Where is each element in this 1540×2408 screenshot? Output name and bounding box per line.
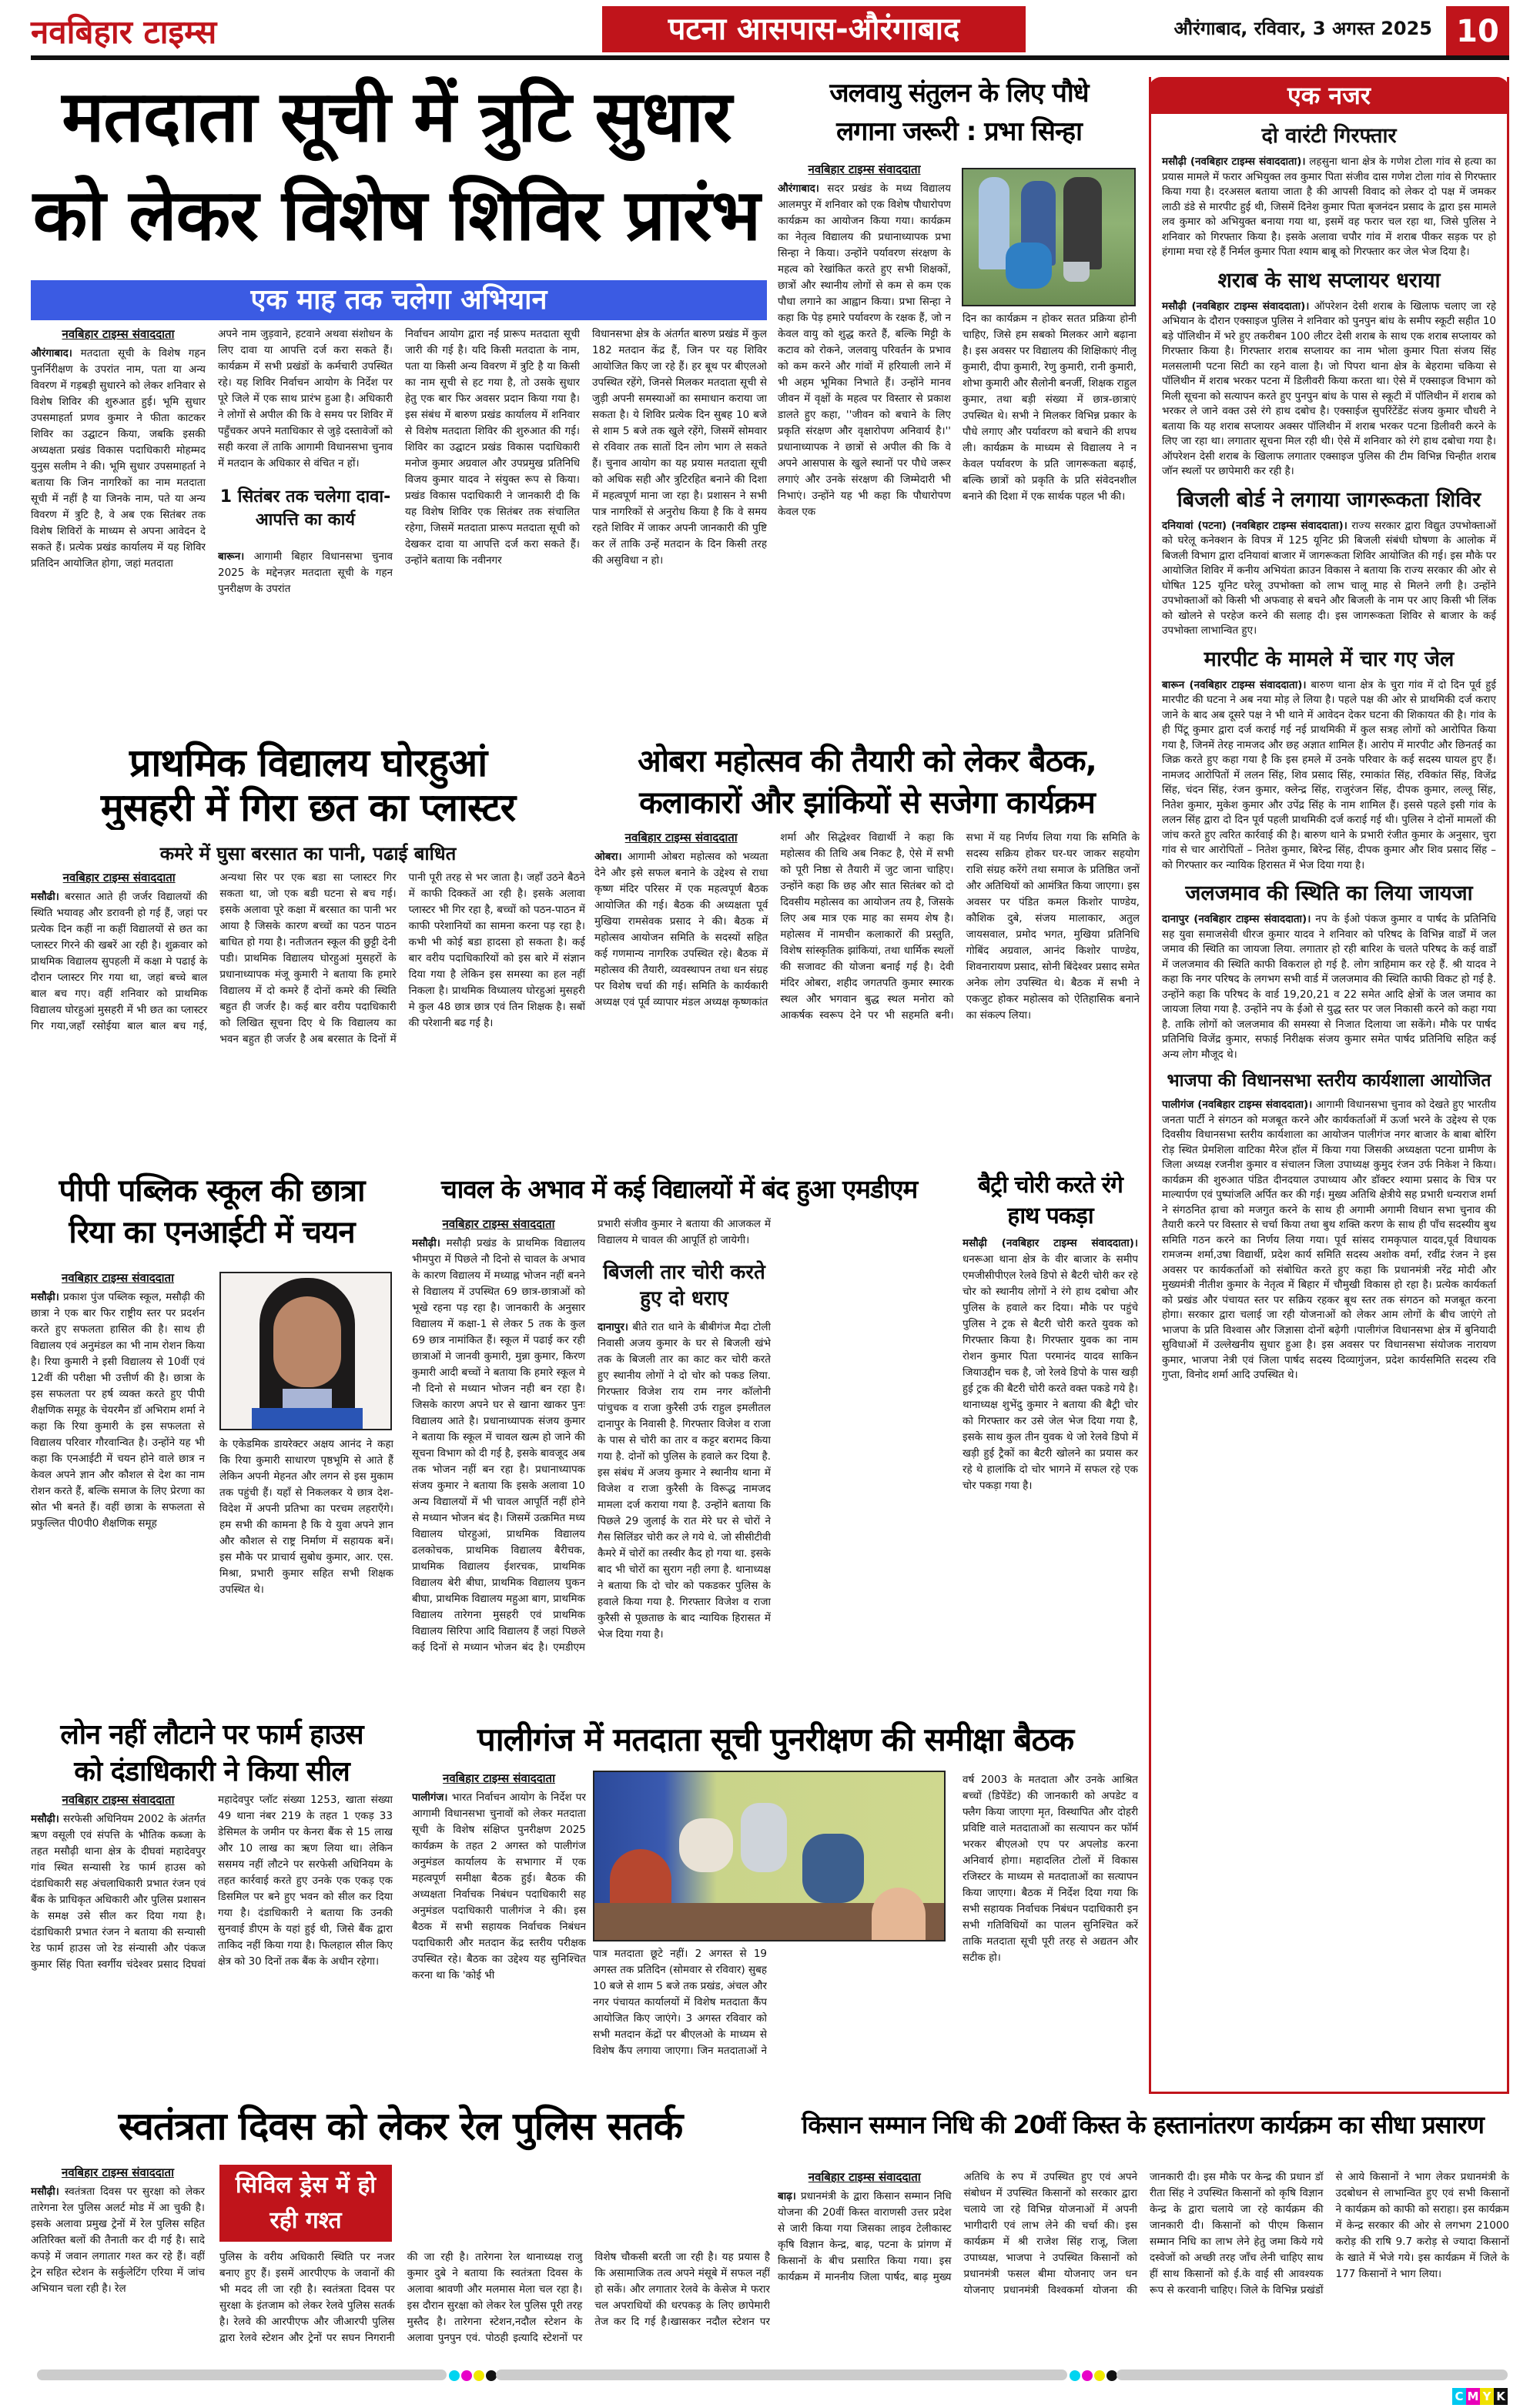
- paliganj-col-2-cont: [775, 1946, 949, 2058]
- byline: नवबिहार टाइम्स संवाददाता: [62, 327, 175, 341]
- byline: नवबिहार टाइम्स संवाददाता: [62, 871, 176, 885]
- article-text: प्रकाश पुंज पब्लिक स्कूल, मसौढ़ी की छात्रा ने एक बार फिर राष्ट्रीय स्तर पर प्रदर्शन करते हुए सफलता हासिल की है। साथ ही विद्यालय एवं अनुमंडल का भी नाम रोशन किया है। रिया कुमारी ने इसी विद्यालय से 10वीं एवं 12वीं की परीक्षा भी उत्तीर्ण की है। छात्रा के इस सफलता पर हर्ष व्यक्त करते हुए पीपी शैक्षणिक समूह के चेयरमैन डॉ अभिराम शर्मा ने कहा कि रिया कुमारी के इस सफलता से विद्यालय परिवार गौरवान्वित है। उन्होंने यह भी कहा कि एनआईटी में चयन होने वाले छात्र न केवल अपने ज्ञान और कौशल से देश का नाम रोशन करते हैं, बल्कि समाज के लिए प्रेरणा का स्रोत भी बनते हैं। वहीं छात्रा के सफलता से प्रफुल्लित पी0पी0 शैक्षणिक समूह: [31, 1291, 205, 1530]
- brief-headline: बिजली बोर्ड ने लगाया जागरूकता शिविर: [1177, 487, 1481, 512]
- dateline: दानापुर (नवबिहार टाइम्स संवाददाता)।: [1162, 913, 1311, 925]
- byline: नवबिहार टाइम्स संवाददाता: [62, 1793, 175, 1807]
- brief-text: नप के ईओ पंकज कुमार व पार्षद के प्रतिनिधि सह युवा समाजसेवी धीरज कुमार यादव ने शनिवार को परिषद के विभिन्न वार्डों में जल जमाव की स्थिति का जायजा लिया. लगातार हो रही बारिश के चलते परिषद के कई वार्डों में जलजमाव की स्थिति काफी विकराल हो गई है. लोग त्राहिमाम कर रहे हैं. श्री यादव ने कहा कि नगर परिषद के लगभग सभी वार्ड में जलजमाव की स्थिति काफी विकट हो गई है. उन्होंने कहा कि परिषद के वार्ड 19,20,21 व 22 समेत आदि क्षेत्रों के जल जमाव का जायजा लिया गया है. उन्होंने नप के ईओ से युद्ध स्तर पर जल निकासी करने को कहा गया है. ताकि लोगों को जलजमाव की समस्या से निजात दिलाया जा सकेंगे। मौके पर पार्षद प्रतिनिधि विजेंद्र कुमार, सफाई निरीक्षक संजय कुमार समेत पार्षद प्रतिनिधि सहित कई अन्य लोग मौजूद थे।: [1162, 913, 1496, 1061]
- byline: नवबिहार टाइम्स संवाददाता: [443, 1771, 555, 1785]
- headline-line: को दंडाधिकारी ने किया सील: [74, 1756, 350, 1788]
- dateline: औरंगाबाद।: [778, 182, 819, 195]
- brief-item: [1151, 484, 1507, 639]
- brief-text: ऑपरेशन देसी शराब के खिलाफ चलाए जा रहे अभियान के दौरान एक्साइज पुलिस ने शनिवार को पुनपुन बांध के समीप स्कूटी सहीत 10 बड़े पॉलिथीन में भरे हुए तकरीबन 100 लीटर देसी शराब के साथ एक शराब सप्लायर को गिरफ्तार किया है। गिरफ्तार शराब सप्लायर का नाम भोला कुमार पिता संजय सिंह मलसलामी पटना सिटी का रहने वाला है। जो पिपरा थाना क्षेत्र के बेहरामा चकिया से पॉलिथीन में शराब भरकर पटना में डिलीवरी किया करता था। ऐसे में एक्साइज विभाग को मिली सूचना को सत्यापन करते हुए पुनपुन बांध के पास से स्कूटी में पॉलिथीन में शराब को भरकर ले जाने वक्त उसे रंगे हाथ दबोच है। एक्साईज सुपरिंटेंडेंट संजय कुमार चौधरी ने बताया कि यह शराब सप्लायर अक्सर पॉलिथीन में शराब भरकर पटना डिलीवरी करने के लिए जा रहा था। लगातार सूचना मिल रही थी। ऐसे में शनिवार को रंगे हाथ दबोचा गया है। ऑपरेशन देसी शराब के खिलाफ लगातार एक्साइज पुलिस की टीम विभिन्न चिन्हीत शराब जॉन स्थलों पर छापेमारी कर रही है।: [1162, 299, 1497, 477]
- article-text: सरफेसी अधिनियम 2002 के अंतर्गत ऋण वसूली एवं संपत्ति के भौतिक कब्जा के तहत मसौढ़ी थाना क्षेत्र के दीघवां महादेवपुर गांव स्थित सन्यासी रेड फार्म हाउस को दंडाधिकारी सह अंचलाधिकारी प्रभात रंजन एवं बैंक के प्राधिकृत अधिकारी और पुलिस प्रशासन के समक्ष उसे सील कर दिया गया है। दंडाधिकारी प्रभात रंजन ने बताया की सन्यासी रेड फार्म हाउस जो रेड संन्यासी और पंकज कुमार सिंह पिता स्वर्गीय चंदेश्वर प्रसाद दिघवां महादेवपुर प्लॉट संख्या 1253, खाता संख्या 49 थाना नंबर 219 के तहत 1 एकड़ 33 डेसिमल के जमीन पर केनरा बैंक से 15 लाख और 10 लाख का ऋण लिया था। लेकिन ससमय नहीं लौटने पर सरफेसी अधिनियम के तहत कार्रवाई करते हुए उनके एक एकड़ एक डिसमिल पर बने हुए भवन को सील कर दिया गया है। दंडाधिकारी ने बताया कि उनकी सुनवाई डीएम के यहां हुई थी, जिसे बैंक द्वारा ताकिद नहीं किया गया है। फिलहाल सील किए क्षेत्र को 30 दिनों तक बैंक के अधीन रहेगा।: [31, 1794, 393, 1971]
- dateline: मसौढ़ी (नवबिहार टाइम्स संवाददाता)।: [962, 1237, 1138, 1249]
- paliganj-col-1: [412, 1771, 586, 2055]
- headline-line: लोन नहीं लौटाने पर फार्म हाउस: [60, 1719, 363, 1751]
- cmyk-marker: [1452, 2388, 1508, 2405]
- color-dots: [448, 2370, 497, 2384]
- dateline: मसौढ़ी।: [31, 1291, 59, 1303]
- cmyk-y: Y: [1480, 2388, 1494, 2405]
- main-story-col-4: विधानसभा क्षेत्र के अंतर्गत बारुण प्रखंड में कुल 182 मतदान केंद्र हैं, जिन पर यह शिविर आयोजित किए जा रहे हैं। हर बूथ पर बीएलओ उपस्थित रहेंगे, जिनसे मिलकर मतदाता सूची से जुड़ी अपनी समस्याओं का समाधान कराया जा सकता है। ये शिविर प्रत्येक दिन सुबह 10 बजे से शाम 5 बजे तक खुले रहेंगे, जिसमें सोमवार से रविवार तक सातों दिन लोग भाग ले सकते हैं। चुनाव आयोग का यह प्रयास मतदाता सूची को अधिक सही और त्रुटिरहित बनाने की दिशा में महत्वपूर्ण माना जा रहा है। प्रशासन ने सभी पात्र नागरिकों से अनुरोध किया है कि वे समय रहते शिविर में जाकर अपनी जानकारी की पुष्टि कर लें ताकि उन्हें मतदान के दिन किसी तरह की असुविधा न हो।: [592, 328, 767, 567]
- dateline: ओबरा।: [594, 851, 622, 863]
- article-text: भारत निर्वाचन आयोग के निर्देश पर आगामी विधानसभा चुनावों को लेकर मतदाता सूची के विशेष संक्षिप्त पुनरीक्षण 2025 कार्यक्रम के तहत 2 अगस्त को पालीगंज अनुमंडल कार्यालय के सभागार में एक महत्वपूर्ण समीक्षा बैठक हुई। बैठक की अध्यक्षता निर्वाचक निबंधन पदाधिकारी सह अनुमंडल पदाधिकारी पालीगंज ने की। इस बैठक में सभी सहायक निर्वाचक निबंधन पदाधिकारी और मतदान केंद्र स्तरीय परीक्षक उपस्थित रहे। बैठक का उद्देश्य यह सुनिश्चित करना था कि 'कोई भी: [412, 1791, 586, 1982]
- headline-line: प्राथमिक विद्यालय घोरहुआं: [129, 741, 487, 785]
- brief-headline: शराब के साथ सप्लायर धराया: [1217, 268, 1441, 293]
- page-number: 10: [1446, 6, 1509, 57]
- article-text: बरसात आते ही जर्जर विद्यालयों की स्थिति भयावह और डरावनी हो गई हैं, जहां पर प्रत्येक दिन कहीं ना कहीं विद्यालयों से छत का प्लास्टर गिरने की खबरें आ रही है। शुक्रवार को प्राथमिक विद्यालय सुपहली में कक्षा मे पढाई के दौरान प्लास्टर गिर गया था, जहां बच्चे बाल बाल बच गए। वहीं शनिवार को प्राथमिक विद्यालय घोरहुआं मुसहरी में भी छत का प्लास्टर गिर गया,जहाँ रसोईया बाल बाल बच गई, अन्यथा सिर पर एक बडा सा प्लास्टर गिर सकता था, जो एक बडी घटना से बच गई। इसके अलावा पूरे कक्षा में बरसात का पानी भर आया है जिसके कारण बच्चों का पठन पाठन बाधित हो गया है। नतीजतन स्कूल की छुट्टी देनी पडी। प्राथमिक विद्यालय घोरहुआं मुसहरों के प्रधानाध्यापक मंजू कुमारी ने बताया कि हमारे विद्यालय में दो कमरे हैं दोनों कमरे की स्थिति बहुत ही जर्जर है। कई बार वरीय पदाधिकारी को लिखित सूचना दिए थे कि विद्यालय का भवन बहुत ही जर्जर है अब बरसात के दिनों में पानी पूरी तरह से भर जाता है। जहाँ उठने बैठने में काफी दिक्कतें आ रही है। इसके अलावा प्लास्टर भी गिर रहा है, बच्चों को पठन-पाठन में काफी परेशानियों का सामना करना पड़ रहा है। कभी भी कोई बडा हादसा हो सकता है। कई बार वरीय पदाधिकारियों को इस बारे में संज्ञान दिया गया है लेकिन इस समस्या का हल नहीं निकला है। प्राथमिक विध्यालय घोरहुआं मुसहरी मे कुल 48 छात्र छात्र एवं तिन शिक्षक है। सबों की परेशानी बढ गई है।: [31, 871, 585, 1045]
- registration-bar: [37, 2370, 447, 2380]
- headline-line: पीपी पब्लिक स्कूल की छात्रा: [59, 1173, 365, 1209]
- loan-headline: [31, 1717, 393, 1791]
- nit-col-2: के एकेडमिक डायरेक्टर अक्षय आनंद ने कहा कि रिया कुमारी साधारण पृष्ठभूमि से आते हैं लेकिन अपनी मेहनत और लगन से इस मुकाम तक पहुंची हैं। यहाँ से निकलकर ये छात्र देश-विदेश में अपनी प्रतिभा का परचम लहराएँगे। हम सभी की कामना है कि ये युवा अपने ज्ञान और कौशल से राष्ट्र निर्माण में सहायक बनें। इस मौके पर प्राचार्य सुबोध कुमार, आर. एस. मिश्रा, प्रभारी कुमार सहित सभी शिक्षक उपस्थित थे।: [219, 1438, 393, 1596]
- byline: नवबिहार टाइम्स संवाददाता: [808, 2170, 921, 2184]
- byline: नवबिहार टाइम्स संवाददाता: [62, 2166, 174, 2179]
- ek-nazar-title: एक नजर: [1149, 77, 1509, 114]
- brief-headline: मारपीट के मामले में चार गए जेल: [1204, 647, 1455, 671]
- brief-item: [1151, 265, 1507, 480]
- battery-headline: बैट्री चोरी करते रंगे हाथ पकड़ा: [978, 1172, 1123, 1229]
- article-text: धनरूआ थाना क्षेत्र के वीर बाजार के समीप एमजीसीपीएल रेलवे डिपो से बैटरी चोरी कर रहे चोर को स्थानीय लोगों ने रंगे हाथ दबोचा और पुलिस के हवाले कर दिया। मौके पर पहुंचे पुलिस ने ट्रक से बैटरी चोरी करते युवक को गिरफ्तार किया है। गिरफ्तार युवक का नाम रोशन कुमार पिता परमानंद यादव साकिन जियाउद्दीन चक है, जो रेलवे डिपो के पास खड़ी हुई ट्रक की बैटरी चोरी करते वक्त पकडे गये है। थानाध्यक्ष शुभेंदु कुमार ने बताया की बैट्री चोर को गिरफ्तार कर उसे जेल भेज दिया गया है, इसके साथ कुल तीन युवक थे जो रेलवे डिपो में खड़ी हुई ट्रैकों का बैटरी खोलने का प्रयास कर रहे थे हालांकि दो चोर भागने में सफल रहे एक चोर पकड़ा गया है।: [962, 1253, 1138, 1492]
- dateline: मसौढ़ी।: [31, 2186, 59, 2198]
- article-text: सदर प्रखंड के मध्य विद्यालय आलमपुर में शनिवार को एक विशेष पौधारोपण कार्यक्रम का आयोजन किया गया। कार्यक्रम का नेतृत्व विद्यालय की प्रधानाध्यापक प्रभा सिन्हा ने किया। उन्होंने पर्यावरण संरक्षण के महत्व को रेखांकित करते हुए सभी शिक्षकों, छात्रों और स्थानीय लोगों से कम से कम एक पौधा लगाने का आह्वान किया। प्रभा सिन्हा ने कहा कि पेड़ हमारे पर्यावरण के रक्षक हैं, जो न केवल वायु को शुद्ध करते हैं, बल्कि मिट्टी के कटाव को रोकने, जलवायु परिवर्तन के प्रभाव को कम करने और गांवों में हरियाली लाने में भी अहम भूमिका निभाते हैं। उन्होंने मानव जीवन में वृक्षों के महत्व पर विस्तार से प्रकाश डालते हुए कहा, ''जीवन को बचाने के लिए प्रकृति संरक्षण और वृक्षारोपण अनिवार्य है।'' प्रधानाध्यापक ने छात्रों से अपील की कि वे अपने आसपास के खुले स्थानों पर पौधे जरूर लगाएं और उनके संरक्षण की जिम्मेदारी भी निभाएं। उन्होंने यह भी कहा कि पौधारोपण केवल एक: [778, 182, 951, 518]
- article-text: बीते रात थाने के बीबीगंज मैदा टोली निवासी अजय कुमार के घर से बिजली खंभे तक के बिजली तार का काट कर चोरी करते हुए स्थानीय लोगों ने दो चोर को पकड लिया. गिरफ्तार विजेश राय राम नगर कॉलोनी पांचुचक व राजा कुरैसी उर्फ राहुल इमलीतल दानापुर के निवासी है. गिरफ्तार विजेश व राजा के पास से चोरी का तार व कट्टर बरामद किया गया है. दोनों को पुलिस के हवाले कर दिया है. इस संबंध में अजय कुमार ने स्थानीय थाना में विजेश व राजा कुरैसी के विरूद्ध नामजद मामला दर्ज कराया गया है. उन्होंने बताया कि पिछले 29 जुलाई के रात मेरे घर से चोरों ने गैस सिलिंडर चोरी कर ले गये थे. जो सीसीटीवी कैमरे में चोरों का तस्वीर कैद हो गया था. इसके बाद भी चोरों का सुराग नही लगा है. थानाध्यक्ष ने बताया कि दो चोर को पकडकर पुलिस के हवाले किया गया है. गिरफ्तार विजेश व राजा कुरैसी से पूछताछ के बाद न्यायिक हिरासत में भेज दिया गया है।: [598, 1321, 771, 1640]
- rail-callout-box: सिविल ड्रेस में हो रही गश्त: [219, 2165, 392, 2242]
- plantation-col-2: दिन का कार्यक्रम न होकर सतत प्रक्रिया होनी चाहिए, जिसे हम सबको मिलकर आगे बढ़ाना है। इस अवसर पर विद्यालय की शिक्षिकाएं नीलू कुमारी, दीपा कुमारी, रेणु कुमारी, रानी कुमारी, शोभा कुमारी और सैलोनी बनर्जी, शिक्षक राहुल कुमार, तथा बड़ी संख्या में छात्र-छात्राएं उपस्थित थे। सभी ने मिलकर विभिन्न प्रकार के पौधे लगाए और पर्यावरण को बचाने की शपथ ली। कार्यक्रम के माध्यम से विद्यालय ने न केवल पर्यावरण के प्रति जागरूकता बढ़ाई, बल्कि छात्रों को प्रकृति के प्रति संवेदनशील बनाने की दिशा में एक सार्थक पहल भी की।: [962, 313, 1137, 503]
- dateline: दानापुर।: [598, 1321, 628, 1333]
- cmyk-c: C: [1452, 2388, 1466, 2405]
- review-meeting-photo: [593, 1771, 946, 1941]
- dateline: बाढ़।: [778, 2190, 796, 2202]
- headline-line: जलवायु संतुलन के लिए पौधे: [829, 78, 1089, 109]
- rail-headline: स्वतंत्रता दिवस को लेकर रेल पुलिस सतर्क: [118, 2104, 683, 2149]
- school-plaster-subhead: कमरे में घुसा बरसात का पानी, पढाई बाधित: [159, 843, 457, 865]
- main-story-banner: एक माह तक चलेगा अभियान: [31, 280, 767, 320]
- main-headline-line-2: को लेकर विशेष शिविर प्रारंभ: [32, 174, 761, 256]
- brief-text: आगामी विधानसभा चुनाव को देखते हुए भारतीय जनता पार्टी ने संगठन को मजबूत करने और कार्यकर्ताओं में ऊर्जा भरने के उद्देश्य से एक दिवसीय विधानसभा स्तरीय कार्यशाला का आयोजन पालीगंज नगर बाजार के बाबा बोरिंग रोड़ स्थित प्रेमशिला वाटिका मैरेज हॉल में किया गया जिसकी अध्यक्षता पटना ग्रामीण के जिला अध्यक्ष रजनीश कुमार व संचालन जिला उपाध्यक्ष कुमुद रंजन उर्फ निकेश ने किया। कार्यक्रम की शुरुआत पंडित दीनदयाल उपाध्याय और डॉक्टर श्यामा प्रसाद के चित्र पर माल्यार्पण एवं पुष्पांजलि अर्पित कर की गई। मुख्य अतिथि क्षेत्रीये सह प्रभारी धन्यराज शर्मा ने संगठनित ढ़ाचा को मजगुत करने के साथ ही अगामी अगामी विधान सभा चुनाव की तैयारी करने पर विस्तार से चर्चा किया तथा बुथ शक्ति करण के साथ ही पाँच सदस्यीय बुथ समिति गठन करने का निर्णय लिया गया। पूर्व सांसद रामकृपाल यादव,पूर्व विधायक रामजन्म शर्मा,उषा विद्यार्थी, प्रदेश कार्य समिति सदस्य अशोक वर्मा, रवींद्र रंजन ने इस अवसर पर कार्यकर्ताओं को संबोधित करते हुए कहा कि प्रधानमंत्री नरेंद्र मोदी और मुख्यमंत्री नीतीश कुमार के नेतृत्व में बिहार में चौमुखी विकास हो रहा है। प्रत्येक कार्यकर्ता को प्रखंड और पंचायत स्तर पर सक्रिय रहकर बूथ स्तर तक संगठन को मजबूत करना होगा। सरकार द्वारा चलाई जा रही योजनाओं को लेकर आम लोगों के बीच जाएंगे तो भाजपा के प्रति विश्वास और जिज्ञासा दोनों बढ़ेगी ।पालीगंज विधानसभा क्षेत्र में बुनियादी सुविधाओं में उल्लेखनीय सुधार हुआ है। इस अवसर पर विधानसभा संयोजक नारायण कुमार, भाजपा नेत्री एवं जिला पार्षद सदस्य दिव्यागुंजन, प्रदेश कार्यसमिति सदस्य रवि गुप्ता, विनोद शर्मा आदि उपस्थित थे।: [1162, 1099, 1496, 1381]
- dateline: मसौढी।: [31, 891, 59, 903]
- school-plaster-body: [31, 870, 585, 1164]
- ek-nazar-list: [1151, 115, 1507, 2090]
- dateline: दनियावां (पटना) (नवबिहार टाइम्स संवाददाता)।: [1162, 519, 1348, 532]
- cmyk-m: M: [1467, 2390, 1479, 2403]
- paliganj-col-2: पात्र मतदाता छूटे नहीं। 2 अगस्त से 19 अगस्त तक प्रतिदिन (सोमवार से रविवार) सुबह 10 बजे से शाम 5 बजे तक प्रखंड, अंचल और नगर पंचायत कार्यालयों में विशेष मतदाता कैंप आयोजित किए जाएंगे। 3 अगस्त रविवार को सभी मतदान केंद्रों पर बीएलओ के माध्यम से विशेष कैंप लगाया जाएगा। जिन मतदाताओं ने: [593, 1948, 767, 2057]
- student-portrait-photo: [219, 1272, 392, 1430]
- article-text: मसौढ़ी प्रखंड के प्राथमिक विद्यालय भीमपुरा में पिछले नौ दिनो से चावल के अभाव के कारण विद्यालय में मध्याह्न भोजन नहीं बनने से विद्यालय में उपस्थित 69 छात्र-छात्राओं को भूखे रहना पड़ रहा है। जानकारी के अनुसार विद्यालय में कक्षा-1 से लेकर 5 तक के कुल 69 छात्र नामांकित हैं। स्कूल में पढाई कर रही छात्राओं मे जानवी कुमारी, मुन्ना कुमार, किरण कुमारी आदी बच्चों ने बताया कि हमारे स्कूल मे नौ दिनो से मध्यान भोजन नही बन रहा है। जिसके कारण अपने घर से खाना खाकर पुनः विद्यालय आते है। प्रधानाध्यापक संजय कुमार ने बताया कि स्कूल में चावल खत्म हो जाने की सूचना विभाग को दी गई है, इसके बावजूद अब तक भोजन नहीं बन रहा है। प्रधानाध्यापक संजय कुमार ने बताया कि इसके अलावा 10 अन्य विद्यालयों में भी चावल आपूर्ति नहीं होने से मध्यान भोजन बंद है। जिसमें उत्क्रमित मध्य विद्यालय घोरहुआं, प्राथमिक विद्यालय ढलकोचक, प्राथमिक विद्यालय बैरीचक, प्राथमिक विद्यालय ईशरचक, प्राथमिक विद्यालय बेरी बीघा, प्राथमिक विद्यालय घुकन बीघा, प्राथमिक विद्यालय महुआ बाग, प्राथमिक विद्यालय तारेगना मुसहरी एवं प्राथमिक विद्यालय सिरिपा आदि विद्यालय हैं जहां पिछले कई दिनों से मध्यान भोजन बंद है। एमडीएम प्रभारी संजीव कुमार ने बताया की आजकल में विद्यालय मे चावल की आपूर्ति हो जायेगी।: [412, 1218, 771, 1654]
- main-story-col-2: [218, 326, 393, 734]
- battery-body: [962, 1236, 1138, 1694]
- registration-bar: [496, 2370, 1067, 2380]
- headline-line: ओबरा महोत्सव की तैयारी को लेकर बैठक,: [638, 744, 1096, 779]
- newspaper-logo: नवबिहार टाइम्स: [31, 13, 217, 51]
- byline: नवबिहार टाइम्स संवाददाता: [624, 831, 738, 844]
- issue-date: औरंगाबाद, रविवार, 3 अगस्त 2025: [1173, 18, 1432, 39]
- brief-text: राज्य सरकार द्वारा विद्युत उपभोक्ताओं को घरेलू कनेक्शन के विपत्र में 125 यूनिट फ्री बिजली संबंधी घोषणा के आलोक में बिजली विभाग द्वारा दनियावां बाजार में जागरूकता शिविर आयोजित की गई। इस मौके पर आयोजित शिविर में कनीय अभियंता क्राउन विकास ने बताया कि राज्य सरकार की ओर से घोषित 125 यूनिट घरेलू उपभोक्ता को लाभ चालू माह से मिलने लगी है। उन्होंने उपभोक्ताओं को किसी भी अफवाह से बचने और बिजली के नाम पर आए किसी भी लिंक को खोलने से परहेज करने की सलाह दी। इस जागरूकता शिविर से बाजार के कई उपभोक्ता लाभान्वित हुए।: [1162, 519, 1497, 637]
- cmyk-k: K: [1494, 2388, 1508, 2405]
- headline-line: लगाना जरूरी : प्रभा सिन्हा: [836, 116, 1082, 147]
- mdm-body: [412, 1216, 771, 1686]
- dateline: मसौढ़ी (नवबिहार टाइम्स संवाददाता)।: [1162, 156, 1306, 168]
- brief-headline: जलजमाव की स्थिति का लिया जायजा: [1185, 881, 1473, 905]
- loan-body: [31, 1792, 393, 2054]
- byline: नवबिहार टाइम्स संवाददाता: [442, 1217, 555, 1231]
- brief-text: बारुण थाना क्षेत्र के चुरा गांव में दो दिन पूर्व हुई मारपीट की घटना ने अब नया मोड़ ले लिया है। पहले पक्ष की ओर से प्राथमिकी दर्ज कराए जाने के बाद अब दूसरे पक्ष ने भी थाने में आवेदन देकर घटना की शिकायत की है। गांव के ही पिंटू कुमार द्वारा दर्ज कराई गई नई प्राथमिकी में कुल सत्रह लोगों को आरोपित किया गया है, जिनमें तेरह नामजद और छह अज्ञात शामिल हैं। आरोप में मारपीट और छिनतई का जिक्र करते हुए कहा गया है कि इस हमले में उनके परिवार के कई सदस्य घायल हुए हैं। नामजद आरोपितों में ललन सिंह, शिव प्रसाद सिंह, रमाकांत सिंह, रविकांत सिंह, विजेंद्र सिंह, चंदन सिंह, रंजन कुमार, क्लेन्द्र सिंह, राजुरंजन सिंह, दीपक कुमार, लल्लू सिंह, नितेश कुमार, मुकेश कुमार और उपेंद्र सिंह के नाम शामिल हैं। इससे पहले इसी गांव के ललन सिंह द्वारा दो दिन पूर्व पहली प्राथमिकी दर्ज कराई गई थी। पुलिस ने दोनों मामलों की जांच करते हुए त्वरित कार्रवाई की है। बारुण थाने के प्रभारी रंजीत कुमार के अनुसार, चुरा गांव से चार आरोपितों – नितेश कुमार, बिरेन्द्र सिंह, दीपक कुमार और शिव प्रसाद सिंह – को गिरफ्तार कर न्यायिक हिरासत में भेज दिया गया है।: [1162, 678, 1497, 871]
- dateline: औरंगाबाद।: [31, 347, 72, 360]
- paliganj-headline: पालीगंज में मतदाता सूची पुनरीक्षण की समीक्षा बैठक: [477, 1721, 1074, 1758]
- mdm-headline: चावल के अभाव में कई विद्यालयों में बंद हुआ एमडीएम: [440, 1174, 918, 1204]
- article-text: मतदाता सूची के विशेष गहन पुनर्निरीक्षण के उपरांत नाम, पता या अन्य विवरण में गड़बड़ी सुधारने को लेकर शनिवार से विशेष शिविर की शुरुआत हुई। भूमि सुधार उपसमाहर्ता प्रणव कुमार ने फीता काटकर शिविर का उद्घाटन किया, जबकि इसकी अध्यक्षता प्रखंड विकास पदाधिकारी मोहम्मद युनुस सलीम ने की। भूमि सुधार उपसमाहर्ता ने बताया कि जिन नागरिकों का नाम मतदाता सूची में नहीं है या जिनके नाम, पते या अन्य विवरण में त्रुटि है, वे अब एक सितंबर तक विशेष शिविरों के माध्यम से अपना आवेदन दे सकते हैं। प्रत्येक प्रखंड कार्यालय में यह शिविर प्रतिदिन आयोजित होगा, जहां मतदाता: [31, 347, 206, 570]
- main-story-col-3: निर्वाचन आयोग द्वारा नई प्रारूप मतदाता सूची जारी की गई है। यदि किसी मतदाता के नाम, पता या किसी अन्य विवरण में त्रुटि है या किसी का नाम सूची से हट गया है, तो उसके सुधार हेतु एक बार फिर अवसर प्रदान किया गया है। इस संबंध में बारुण प्रखंड कार्यालय में शनिवार से विशेष मतदाता शिविर की शुरुआत की गई। शिविर का उद्घाटन प्रखंड विकास पदाधिकारी मनोज कुमार अग्रवाल और उपप्रमुख प्रतिनिधि विजय कुमार यादव ने संयुक्त रूप से किया। प्रखंड विकास पदाधिकारी ने जानकारी दी कि यह विशेष शिविर एक सितंबर तक संचालित रहेगा, जिसमें मतदाता प्रारूप मतदाता सूची को देखकर दावा या आपत्ति दर्ज करा सकते हैं। उन्होंने बताया कि नवीनगर: [405, 328, 580, 567]
- rail-col-2-4: पुलिस के वरीय अधिकारी स्थिति पर नजर बनाए हुए हैं। इसमें आरपीएफ के जवानों की भी मदद ली जा रही है। स्वतंत्रता दिवस पर सुरक्षा के इंतजाम को लेकर रेलवे पुलिस सतर्क है। रेलवे की आरपीएफ और जीआरपी पुलिस द्वारा रेलवे स्टेशन और ट्रेनों पर सघन निगरानी की जा रही है। तारेगना रेल थानाध्यक्ष राजु कुमार दुबे ने बताया कि स्वतंत्रता दिवस के अलावा श्रावणी और मलमास मेला चल रहा है। इस दौरान सुरक्षा को लेकर रेल पुलिस पूरी तरह मुस्तैद है। तारेगना स्टेशन,नदौल स्टेशन के अलावा पुनपुन एवं. पोठही इत्यादि स्टेशनों पर विशेष चौकसी बरती जा रही है। यह प्रयास है कि असामाजिक तत्व अपने मंसूबे में सफल नहीं हो सकें। और लगातार रेलवे के केसेज मे फरार चल अपराधियों की धरपकड़ के लिए छापेमारी तेज कर दि गई है।खासकर नदौल स्टेशन पर: [219, 2251, 770, 2344]
- masthead-rule: [31, 55, 1509, 60]
- article-text: आगामी ओबरा महोत्सव को भव्यता देने और इसे सफल बनाने के उद्देश्य से राधा कृष्ण मंदिर परिसर में एक महत्वपूर्ण बैठक आयोजित की गई। बैठक की अध्यक्षता पूर्व मुखिया रामसेवक प्रसाद ने की। बैठक में महोत्सव आयोजन समिति के सदस्यों सहित कई गणमान्य नागरिक उपस्थित रहे। बैठक में महोत्सव की तैयारी, व्यवस्थापन तथा धन संग्रह पर विशेष चर्चा की गई। समिति के कार्यकारी अध्यक्ष एवं पूर्व व्यापार मंडल अध्यक्ष कृष्णकांत शर्मा और सिद्धेश्वर विद्यार्थी ने कहा कि महोत्सव की तिथि अब निकट है, ऐसे में सभी को पूरी निष्ठा से तैयारी में जुट जाना चाहिए। उन्होंने कहा कि छह और सात सितंबर को दो दिवसीय महोत्सव का आयोजन तय है, जिसके लिए अब मात्र एक माह का समय शेष है। महोत्सव में नामचीन कलाकारों की प्रस्तुति, विशेष सांस्कृतिक झांकियां, तथा धार्मिक स्थलों की सजावट की योजना बनाई गई है। देवी मंदिर ओबरा, शहीद जगतपति कुमार स्मारक स्थल और भगवान बुद्ध स्थल मनोरा को आकर्षक स्वरूप देने पर भी सहमति बनी। सभा में यह निर्णय लिया गया कि समिति के सदस्य सक्रिय होकर घर-घर जाकर सहयोग राशि संग्रह करेंगे तथा समाज के प्रतिष्ठित जनों और अतिथियों को आमंत्रित किया जाएगा। इस अवसर पर पंडित कमल किशोर पाण्डेय, कौशिक दुबे, संजय मालाकार, अतुल जायसवाल, प्रमोद भगत, मुखिया प्रतिनिधि गोबिंद अग्रवाल, आनंद किशोर पाण्डेय, शिवनारायण प्रसाद, सोनी बिंदेश्वर प्रसाद समेत अनेक लोग उपस्थित थे। बैठक में सभी ने एकजुट होकर महोत्सव को ऐतिहासिक बनाने का संकल्प लिया।: [594, 831, 1140, 1022]
- paliganj-col-3: वर्ष 2003 के मतदाता और उनके आश्रित बच्चों (डिपेंडेंट) की जानकारी को अपडेट व फ्लैग किया जाएगा मृत, विस्थापित और दोहरी प्रविष्टि वाले मतदाताओं का सत्यापन कर फॉर्म भरकर बीएलओ एप पर अपलोड करना अनिवार्य होगा। महादलित टोलों में विकास रजिस्टर के माध्यम से मतदाताओं का सत्यापन किया जाएगा। बैठक में निर्देश दिया गया कि सभी सहायक निर्वाचक निबंधन पदाधिकारी इन सभी गतिविधियों का पालन सुनिश्चित करें ताकि मतदाता सूची पूरी तरह से अद्यतन और सटीक हो।: [962, 1774, 1138, 1964]
- plantation-headline: [776, 74, 1142, 151]
- subheadline: 1 सितंबर तक चलेगा दावा-आपत्ति का कार्य: [219, 487, 391, 530]
- dateline: मसौढ़ी।: [412, 1237, 440, 1249]
- brief-item: [1151, 644, 1507, 874]
- dateline: पालीगंज।: [412, 1791, 448, 1804]
- dateline: बारून (नवबिहार टाइम्स संवाददाता)।: [1162, 678, 1307, 691]
- nit-col-1: [31, 1270, 205, 1690]
- color-dots: [1069, 2370, 1118, 2384]
- main-headline-line-1: मतदाता सूची में त्रुटि सुधार: [62, 75, 732, 158]
- article-text: अपने नाम जुड़वाने, हटवाने अथवा संशोधन के लिए दावा या आपत्ति दर्ज करा सकते हैं। कार्यक्रम में सभी प्रखंडों के कर्मचारी उपस्थित रहे। यह शिविर निर्वाचन आयोग के निर्देश पर पूरे जिले में एक साथ प्रारंभ हुआ है। अधिकारी ने लोगों से अपील की कि वे समय पर शिविर में पहुँचकर अपने मताधिकार से जुड़े दस्तावेजों को सही करवा लें ताकि आगामी विधानसभा चुनाव में मतदान के अधिकार से वंचित न हों।: [218, 328, 393, 470]
- article-text: स्वतंत्रता दिवस पर सुरक्षा को लेकर तारेगना रेल पुलिस अलर्ट मोड में आ चुकी है। इसके अलावा प्रमुख ट्रेनों में रेल पुलिस सहित अतिरिक्त बलों की तैनाती कर दी गई है। सादे कपड़े में जवान लगातार गश्त कर रहे हैं। वहीं ट्रेन सहित स्टेशन के सर्कुलेटिंग एरिया में जांच अभियान चला रही है। रेल: [31, 2186, 205, 2295]
- nit-headline: [31, 1170, 393, 1253]
- school-plaster-headline: [31, 741, 585, 830]
- dateline: बारून।: [218, 550, 245, 563]
- dateline: पालीगंज (नवबिहार टाइम्स संवाददाता)।: [1162, 1099, 1313, 1111]
- registration-bar: [1116, 2370, 1508, 2380]
- dateline: मसौढ़ी।: [31, 1813, 59, 1825]
- brief-text: लहसुना थाना क्षेत्र के गणेश टोला गांव से हत्या का प्रयास मामले में फरार अभियुक्त लव कुमार पिता संजीव दास गणेश टोला गांव से गिरफ्तार किया गया है। दरअसल बताया जाता है की आपसी विवाद को लेकर दो पक्ष में जमकर लाठी डंडे से मारपीट हुई थी, जिसमें दिनेश कुमार पिता बृजनंदन प्रसाद के द्वारा इस मामले लव कुमार को अभियुक्त बनाया गया था, इसमें वह फरार चल रहा था, जिसे पुलिस ने शनिवार को गिरफ्तार किया है। इसके अलावा चपौर गांव में शराब पीकर सड़क पर हो हंगामा मचा रहे हैं निर्मल कुमार पिता श्याम बाबू को गिरफ्तार कर जेल भेज दिया है।: [1162, 156, 1497, 258]
- brief-item: [1151, 878, 1507, 1062]
- brief-item: [1151, 120, 1507, 260]
- headline-line: रिया का एनआईटी में चयन: [69, 1215, 355, 1250]
- brief-item: [1151, 1067, 1507, 1383]
- wire-theft-headline: बिजली तार चोरी करते हुए दो धराए: [603, 1261, 765, 1310]
- brief-headline: भाजपा की विधानसभा स्तरीय कार्यशाला आयोजित: [1167, 1071, 1491, 1091]
- byline: नवबिहार टाइम्स संवाददाता: [62, 1271, 174, 1285]
- byline: नवबिहार टाइम्स संवाददाता: [808, 162, 921, 176]
- main-story-body: [31, 326, 767, 734]
- kisan-headline: किसान सम्मान निधि की 20वीं किस्त के हस्तानांतरण कार्यक्रम का सीधा प्रसारण: [802, 2110, 1484, 2139]
- brief-headline: दो वारंटी गिरफ्तार: [1261, 124, 1397, 148]
- kisan-body: [778, 2169, 1509, 2362]
- obra-headline: [593, 741, 1141, 824]
- main-headline: [31, 68, 762, 265]
- headline-line: मुसहरी में गिरा छत का प्लास्टर: [100, 785, 516, 830]
- dateline: मसौढ़ी (नवबिहार टाइम्स संवाददाता)।: [1162, 299, 1310, 313]
- plantation-photo: [962, 168, 1136, 306]
- plantation-col-1: [778, 162, 951, 747]
- article-text: आगामी बिहार विधानसभा चुनाव 2025 के मद्देनज़र मतदाता सूची के गहन पुनरीक्षण के उपरांत: [218, 550, 393, 595]
- main-story-col-1: [31, 326, 206, 734]
- rail-col-1: [31, 2165, 205, 2357]
- obra-body: [594, 830, 1140, 1162]
- section-title: पटना आसपास-औरंगाबाद: [602, 6, 1026, 52]
- headline-line: कलाकारों और झांकियों से सजेगा कार्यक्रम: [639, 785, 1095, 821]
- article-text: प्रधानमंत्री के द्वारा किसान सम्मान निधि योजना की 20वीं किस्त वाराणसी उत्तर प्रदेश से जारी किया गया जिसका लाइव टेलीकास्ट कृषि विज्ञान केन्द्र, बाढ़, पटना के प्रांगण में किसानों के बीच प्रसारित किया गया। इस कार्यक्रम में माननीय जिला पार्षद, बाढ़ मुख्य अतिथि के रुप में उपस्थित हुए एवं अपने संबोधन में उपस्थित किसानों को सरकार द्वारा चलाये जा रहे विभिन्न योजनाओं में अपनी भागीदारी एवं लाभ लेने की चर्चा की। इस कार्यक्रम में श्री राजेश सिंह राजू, जिला उपाध्यक्ष, भाजपा ने उपस्थित किसानों को प्रधानमंत्री फसल बीमा योजनाए जन धन योजनाए प्रधानमंत्री विश्वकर्मा योजना की जानकारी दी। इस मौके पर केन्द्र की प्रधान डॉ रीता सिंह ने उपस्थित किसानों को कृषि विज्ञान केन्द्र के द्वारा चलाये जा रहे कार्यक्रम की जानकारी दी। किसानों को पीएम किसान सम्मान निधि का लाभ लेने हेतु जमा किये गये दस्वेजों को अच्छी तरह जाँच लेनी चाहिए साथ हीं साथ किसानों को ई.के वाई सी आवश्यक रूप से करवानी चाहिए। जिले के विभिन्न प्रखंडों से आये किसानों ने भाग लेकर प्रधानमंत्री के उदबोधन से लाभान्वित हुए एवं सभी किसानों ने कार्यक्रम को काफी को सराहा। इस कार्यक्रम में केन्द्र सरकार की ओर से लगभग 21000 करोड़ की राषि 9.7 करोड़ से ज्यादा किसानों के खाते में भेजे गये। इस कार्यक्रम में जिले के 177 किसानों ने भाग लिया।: [778, 2171, 1509, 2296]
